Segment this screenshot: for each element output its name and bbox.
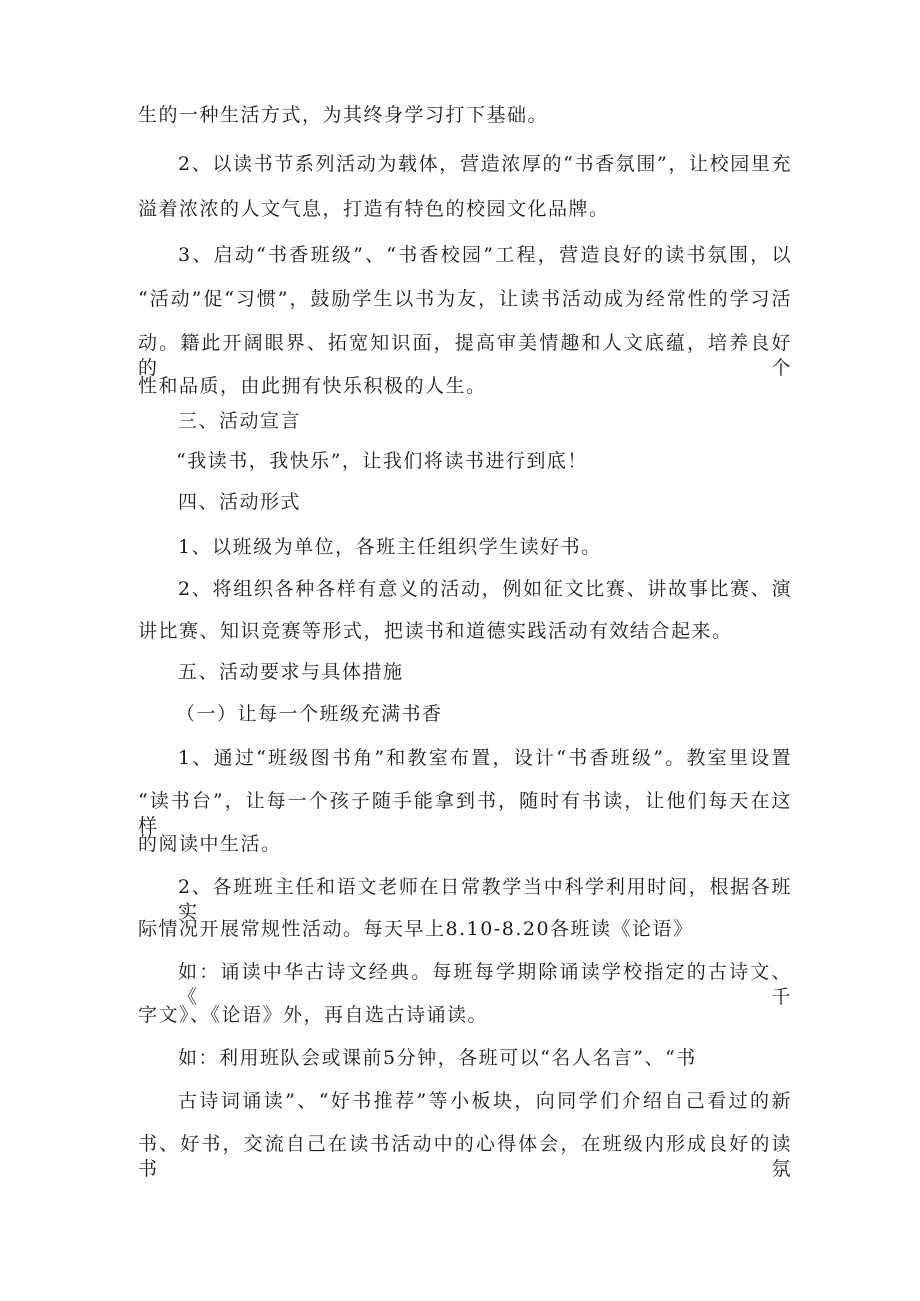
text-line: 如：诵读中华古诗文经典。每班每学期除诵读学校指定的古诗文、《千 [178, 961, 792, 1008]
text-line: 3、启动“书香班级”、“书香校园”工程，营造良好的读书氛围，以 [178, 244, 792, 266]
text-line: “活动”促“习惯”，鼓励学生以书为友，让读书活动成为经常性的学习活 [138, 288, 792, 310]
text-line: 1、通过“班级图书角”和教室布置，设计“书香班级”。教室里设置 [178, 747, 792, 769]
text-line: 2、以读书节系列活动为载体，营造浓厚的“书香氛围”，让校园里充 [178, 153, 792, 175]
text-line: 的阅读中生活。 [138, 833, 282, 855]
text-line: 如：利用班队会或课前5分钟，各班可以“名人名言”、“书 [178, 1047, 697, 1069]
text-line: “读书台”，让每一个孩子随手能拿到书，随时有书读，让他们每天在这样 [138, 790, 792, 837]
text-line: “我读书，我快乐”，让我们将读书进行到底！ [176, 450, 588, 472]
text-line: 动。籍此开阔眼界、拓宽知识面，提高审美情趣和人文底蕴，培养良好的个 [138, 332, 792, 379]
text-line: 2、各班班主任和语文老师在日常教学当中科学利用时间，根据各班实 [178, 876, 792, 923]
text-line: 2、将组织各种各样有意义的活动，例如征文比赛、讲故事比赛、演 [178, 578, 792, 600]
subsection-heading: （一）让每一个班级充满书香 [176, 703, 443, 725]
text-line: 古诗词诵读”、“好书推荐”等小板块，向同学们介绍自己看过的新 [178, 1090, 792, 1112]
text-line: 讲比赛、知识竞赛等形式，把读书和道德实践活动有效结合起来。 [138, 620, 733, 642]
text-line: 际情况开展常规性活动。每天早上8.10-8.20各班读《论语》 [138, 918, 694, 940]
text-line: 字文》、《论语》外，再自选古诗诵读。 [138, 1004, 489, 1026]
section-heading: 五、活动要求与具体措施 [178, 661, 404, 683]
section-heading: 三、活动宣言 [178, 410, 302, 432]
text-line: 生的一种生活方式，为其终身学习打下基础。 [138, 104, 549, 126]
section-heading: 四、活动形式 [178, 491, 302, 513]
text-line: 1、以班级为单位，各班主任组织学生读好书。 [178, 536, 602, 558]
text-line: 书、好书，交流自己在读书活动中的心得体会，在班级内形成良好的读书氛 [138, 1133, 792, 1180]
text-line: 性和品质，由此拥有快乐积极的人生。 [138, 375, 487, 397]
text-line: 溢着浓浓的人文气息，打造有特色的校园文化品牌。 [138, 198, 610, 220]
